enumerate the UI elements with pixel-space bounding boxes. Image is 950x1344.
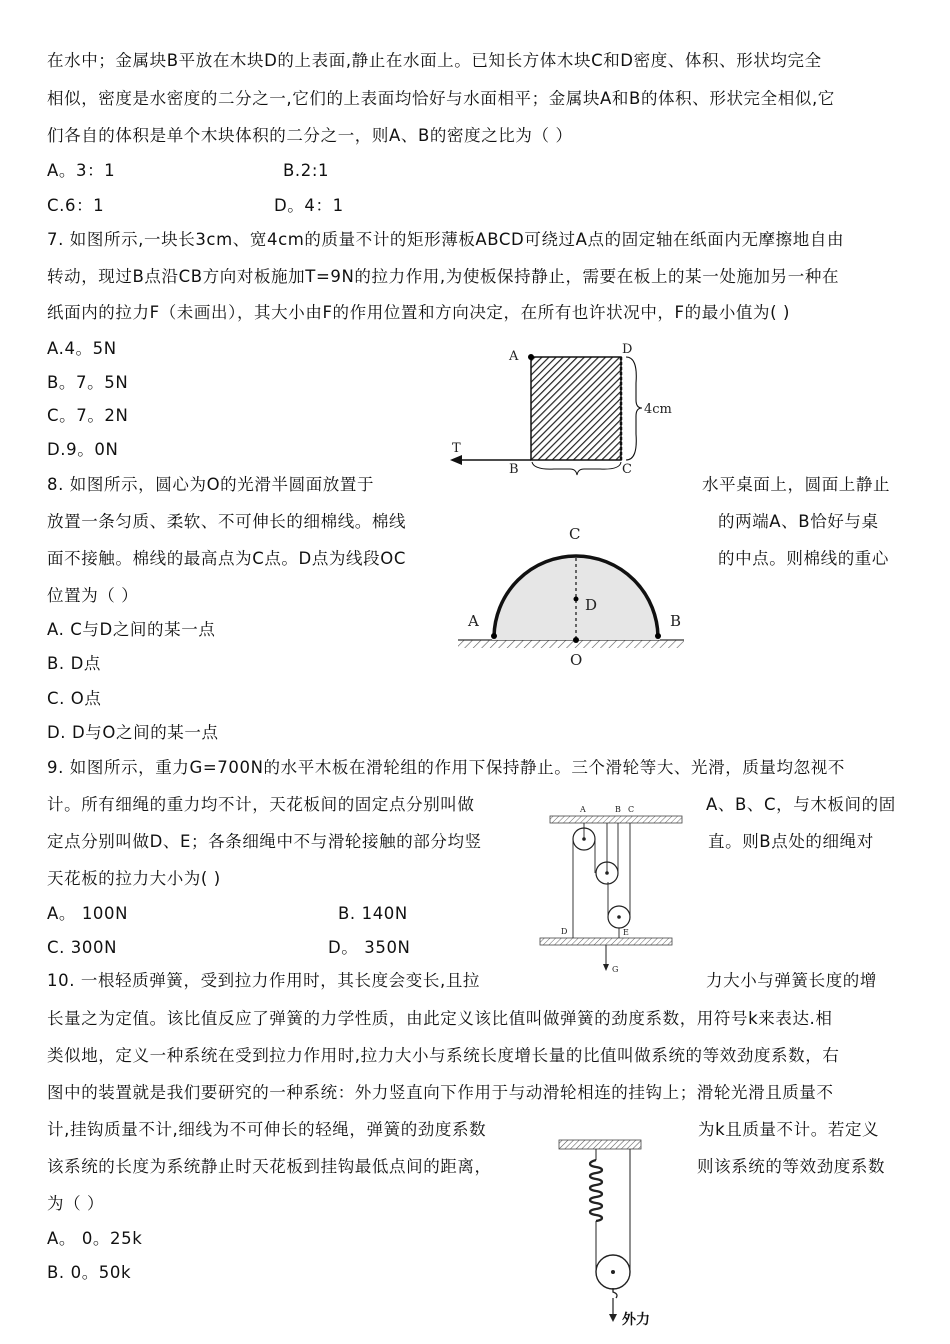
- q10-line6-right: 则该系统的等效劲度系数: [697, 1157, 886, 1176]
- q6-option-b: B.2:1: [283, 161, 330, 180]
- q8-option-d: D. D与O之间的某一点: [47, 723, 219, 742]
- q9-line2-right: A、B、C，与木板间的固: [706, 795, 896, 814]
- q10-line2: 长量之为定值。该比值反应了弹簧的力学性质，由此定义该比值叫做弹簧的劲度系数，用符号k来表达.相: [47, 1009, 833, 1028]
- label-c: C: [628, 805, 635, 814]
- ceiling: [550, 816, 682, 823]
- q8-line2-left: 放置一条匀质、柔软、不可伸长的细棉线。棉线: [47, 512, 407, 531]
- label-c: C: [569, 525, 581, 543]
- q10-line1-right: 力大小与弹簧长度的增: [706, 971, 877, 990]
- q9-option-a: A。 100N: [47, 904, 129, 923]
- q9-line4: 天花板的拉力大小为( ): [47, 869, 221, 888]
- q7-option-b: B。7。5N: [47, 373, 129, 392]
- label-g: G: [612, 965, 619, 974]
- q10-option-b: B. 0。50k: [47, 1263, 132, 1282]
- label-b: B: [670, 612, 682, 630]
- label-a: A: [509, 349, 519, 364]
- q8-line4: 位置为（ ）: [47, 586, 139, 605]
- label-b: B: [509, 462, 519, 477]
- q8-line2-right: 的两端A、B恰好与桌: [718, 512, 879, 531]
- q10-option-a: A。 0。25k: [47, 1229, 143, 1248]
- q6-option-a: A。3：1: [47, 161, 116, 180]
- label-t: T: [452, 441, 461, 456]
- wooden-board: [540, 938, 672, 945]
- q10-line5-right: 为k且质量不计。若定义: [698, 1120, 880, 1139]
- label-c: C: [622, 462, 632, 477]
- label-b: B: [615, 805, 621, 814]
- q7-option-d: D.9。0N: [47, 440, 119, 459]
- q9-option-d: D。 350N: [328, 938, 411, 957]
- spring: [590, 1160, 602, 1221]
- q10-line5-left: 计,挂钩质量不计,细线为不可伸长的轻绳，弹簧的劲度系数: [47, 1120, 487, 1139]
- label-d: D: [561, 927, 568, 936]
- q6-line1: 在水中；金属块B平放在木块D的上表面,静止在水面上。已知长方体木块C和D密度、体积、形状均完全: [47, 51, 822, 70]
- q8-option-a: A. C与D之间的某一点: [47, 620, 216, 639]
- label-o: O: [570, 651, 583, 669]
- q6-line2: 相似，密度是水密度的二分之一,它们的上表面均恰好与水面相平；金属块A和B的体积、形状完全相似,它: [47, 89, 835, 108]
- q7-line1: 7. 如图所示,一块长3cm、宽4cm的质量不计的矩形薄板ABCD可绕过A点的固定轴在纸面内无摩擦地自由: [47, 230, 845, 249]
- q8-semicircle-figure: [450, 518, 700, 673]
- q7-line3: 纸面内的拉力F（未画出），其大小由F的作用位置和方向决定，在所有也许状况中，F的最小值为( ): [47, 303, 791, 322]
- q8-line1-left: 8. 如图所示，圆心为O的光滑半圆面放置于: [47, 475, 375, 494]
- hatched-plate: [531, 357, 621, 460]
- q10-line3: 类似地，定义一种系统在受到拉力作用时,拉力大小与系统长度增长量的比值叫做系统的等效劲度系数，右: [47, 1046, 840, 1065]
- q10-line6-left: 该系统的长度为系统静止时天花板到挂钩最低点间的距离，: [47, 1157, 492, 1176]
- q9-line3-right: 直。则B点处的细绳对: [708, 832, 874, 851]
- q6-option-d: D。4：1: [274, 196, 344, 215]
- label-4cm: 4cm: [644, 402, 672, 417]
- label-e: E: [623, 928, 629, 937]
- label-external-force: 外力: [622, 1312, 650, 1328]
- label-d: D: [585, 596, 598, 614]
- q9-line1: 9. 如图所示，重力G=700N的水平木板在滑轮组的作用下保持静止。三个滑轮等大、光滑，质量均忽视不: [47, 758, 845, 777]
- q9-line3-left: 定点分别叫做D、E；各条细绳中不与滑轮接触的部分均竖: [47, 832, 482, 851]
- q10-line1-left: 10. 一根轻质弹簧，受到拉力作用时，其长度会变长,且拉: [47, 971, 481, 990]
- q9-pulley-figure: [535, 800, 695, 978]
- q9-option-c: C. 300N: [47, 938, 118, 957]
- label-a: A: [580, 805, 586, 814]
- q9-line2-left: 计。所有细绳的重力均不计，天花板间的固定点分别叫做: [47, 795, 475, 814]
- q9-option-b: B. 140N: [338, 904, 408, 923]
- q7-line2: 转动，现过B点沿CB方向对板施加T=9N的拉力作用,为使板保持静止，需要在板上的某一处施加另一种在: [47, 267, 840, 286]
- q10-line7: 为（ ）: [47, 1194, 105, 1213]
- q7-plate-figure: [440, 338, 700, 478]
- q7-option-a: A.4。5N: [47, 339, 117, 358]
- q7-option-c: C。7。2N: [47, 406, 129, 425]
- q6-option-c: C.6：1: [47, 196, 105, 215]
- q8-option-b: B. D点: [47, 654, 102, 673]
- label-a: A: [468, 612, 479, 630]
- q8-line1-right: 水平桌面上，圆面上静止: [702, 475, 891, 494]
- label-d: D: [622, 342, 633, 357]
- q6-line3: 们各自的体积是单个木块体积的二分之一，则A、B的密度之比为（ ）: [47, 126, 573, 145]
- q8-line3-left: 面不接触。棉线的最高点为C点。D点为线段OC: [47, 549, 406, 568]
- q8-line3-right: 的中点。则棉线的重心: [718, 549, 889, 568]
- q10-line4: 图中的装置就是我们要研究的一种系统：外力竖直向下作用于与动滑轮相连的挂钩上；滑轮光滑且质量不: [47, 1083, 834, 1102]
- q10-spring-figure: [555, 1130, 685, 1335]
- ceiling: [559, 1140, 641, 1149]
- q8-option-c: C. O点: [47, 689, 102, 708]
